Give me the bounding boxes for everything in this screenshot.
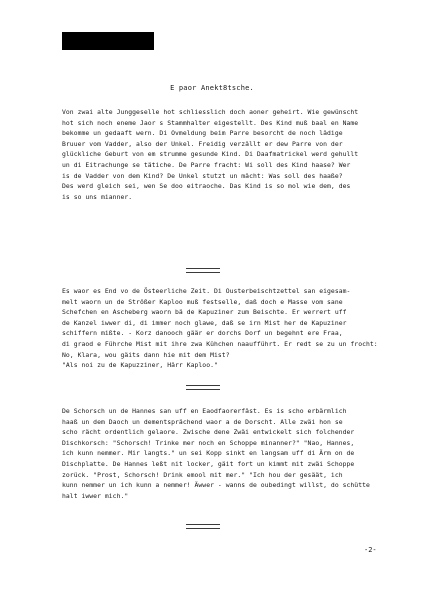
separator-3 (186, 524, 220, 529)
paragraph-2: Es waor es End vo de Östeerliche Zeit. Di Ousterbeischtzettel san eigesam- melt waorn un de Strößer Kaploo muß festselle, daß doch e Masse vom sane Schefchen en Ascheberg waorn bä de Kapuziner zum Beischte. Er werrert uff de Kanzel iwwer di, di immer noch glawe, daß se irn Mist her de Kapuziner schiffern mißte. - Korz danooch gäär er dorchs Dorf un begehnt ere Fraa, di graod e Führche Mist mit ihre zwa Kühchen naaufführt. Er redt se zu un frocht: No, Klara, wou gäits dann hie mit dem Mist? "Als noi zu de Kapuzziner, Härr Kaploo." (62, 287, 378, 370)
paragraph-3: De Schorsch un de Hannes san uff en Eaodfaorerfäst. Es is scho erbärmlich haaß un dem Daoch un dementsprächend waor a de Dorscht. Alle zwäi hon se scho rächt ordentlich gelaore. Zwische dene Zwäi entwickelt sich folchender Dischkorsch: "Schorsch! Trinke mer noch en Schoppe minanner?" "Nao, Hannes, ich kunn nemmer. Mir langts." un sei Kopp sinkt en langsam uff di Ärm on de Dischplatte. De Hannes leßt nit locker, gäit fort un kimmt mit zwäi Schoppe zorück. "Prost, Schorsch! Drink emool mit mer." "Ich hou der gesäät, ich kunn nemmer un ich kunn a nemmer! Äwwer - wanns de oubedingt willst, do schütte halt iwwer mich." (62, 407, 370, 500)
page-title: E paor Anekt8tsche. (170, 84, 254, 92)
separator-1 (186, 268, 220, 273)
redaction-bar (62, 32, 154, 50)
paragraph-1: Von zwai alte Junggeselle hot schliesslich doch aoner geheirt. Wie gewünscht hot sich noch eneme Jaor s Stammhalter eigestellt. Des Kind muß baal en Name bekomme un gedaaft wern. Di Ovmeldung beim Parre besorcht de noch lädige Bruuer vom Vadder, also der Unkel. Freidig verzällt er dew Parre von der glückliche Geburt von em strumme gesunde Kind. Di Daafmatrickel werd gehullt un di Eitrachunge se tätiche. De Parre fracht: Wi soll des Kind haase? Wer is de Vadder von dem Kind? De Unkel stutzt un mächt: Was soll des haaße? Des werd gleich sei, wen Se doo eitraoche. Das Kind is so mol wie dem, des is so uns mianner. (62, 108, 359, 201)
page-number: -2- (364, 546, 377, 554)
separator-2 (186, 385, 220, 390)
